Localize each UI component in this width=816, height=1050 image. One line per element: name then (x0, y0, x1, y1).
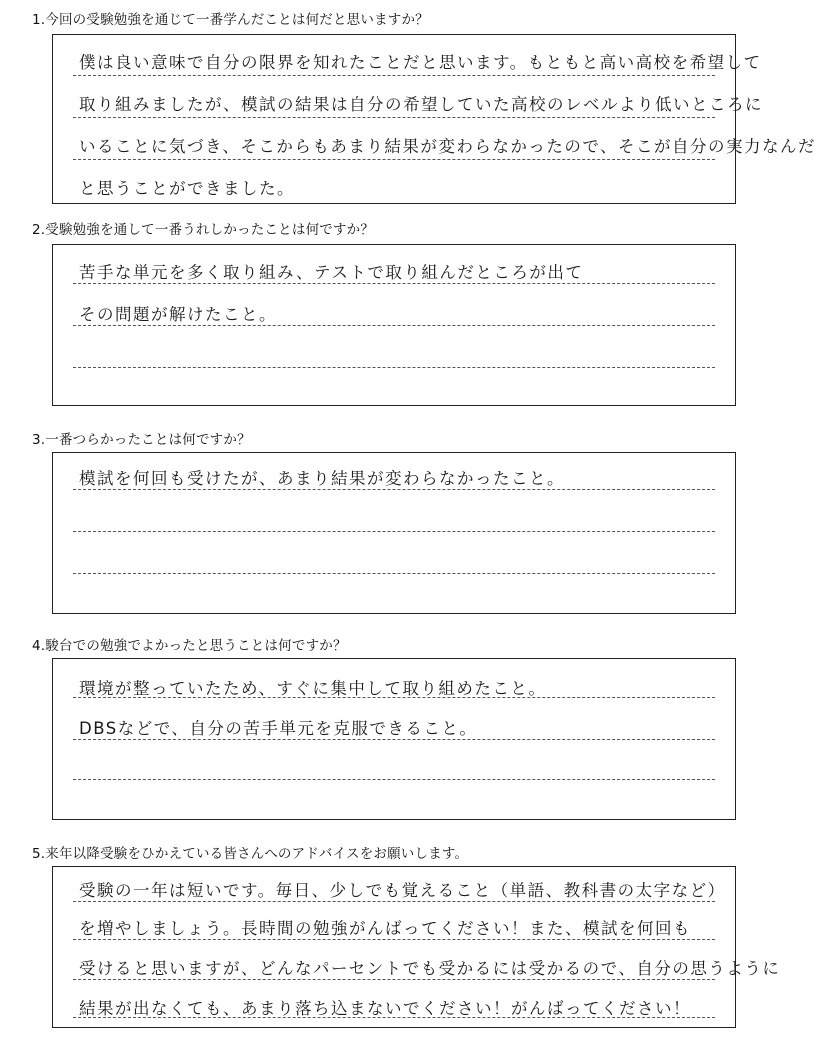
ruled-line (73, 531, 715, 532)
answer-4-line-2: DBSなどで、自分の苦手単元を克服できること。 (79, 719, 478, 738)
ruled-line (73, 979, 715, 980)
answer-1-line-1: 僕は良い意味で自分の限界を知れたことだと思います。もともと高い高校を希望して (79, 53, 762, 72)
answer-2-line-2: その問題が解けたこと。 (79, 305, 277, 324)
ruled-line (73, 739, 715, 740)
answer-4-line-1: 環境が整っていたため、すぐに集中して取り組めたこと。 (79, 679, 547, 698)
ruled-line (73, 75, 715, 76)
answer-1-line-4: と思うことができました。 (79, 179, 295, 198)
ruled-line (73, 697, 715, 698)
ruled-line (73, 1017, 715, 1018)
answer-5-line-1: 受験の一年は短いです。毎日、少しでも覚えること（単語、教科書の太字など） (79, 881, 726, 900)
answer-box-3 (52, 452, 736, 614)
answer-5-line-4: 結果が出なくても、あまり落ち込まないでください！がんばってください！ (79, 999, 691, 1018)
ruled-line (73, 325, 715, 326)
answer-5-line-3: 受けると思いますが、どんなパーセントでも受かるには受かるので、自分の思うように (79, 959, 781, 978)
question-3: 3.一番つらかったことは何ですか？ (32, 432, 251, 448)
ruled-line (73, 367, 715, 368)
answer-box-1 (52, 34, 816, 204)
answer-box-2 (52, 244, 736, 406)
question-2: 2.受験勉強を通して一番うれしかったことは何ですか？ (32, 222, 375, 238)
answer-1-line-2: 取り組みましたが、模試の結果は自分の希望していた高校のレベルより低いところに (79, 95, 763, 114)
ruled-line (73, 901, 715, 902)
question-4: 4.駿台での勉強でよかったと思うことは何ですか？ (32, 638, 347, 654)
answer-box-5 (52, 866, 781, 1028)
answer-1-line-3: いることに気づき、そこからもあまり結果が変わらなかったので、そこが自分の実力なんだ (79, 137, 816, 156)
answer-box-4 (52, 658, 736, 820)
ruled-line (73, 159, 715, 160)
answer-5-line-2: を増やしましょう。長時間の勉強がんばってください！また、模試を何回も (79, 919, 691, 938)
ruled-line (73, 117, 715, 118)
question-1: 1.今回の受験勉強を通じて一番学んだことは何だと思いますか？ (32, 12, 429, 28)
ruled-line (73, 283, 715, 284)
ruled-line (73, 779, 715, 780)
question-5: 5.来年以降受験をひかえている皆さんへのアドバイスをお願いします。 (32, 846, 469, 862)
answer-2-line-1: 苦手な単元を多く取り組み、テストで取り組んだところが出て (79, 263, 584, 282)
ruled-line (73, 489, 715, 490)
answer-3-line-1: 模試を何回も受けたが、あまり結果が変わらなかったこと。 (79, 469, 565, 488)
ruled-line (73, 573, 715, 574)
ruled-line (73, 939, 715, 940)
